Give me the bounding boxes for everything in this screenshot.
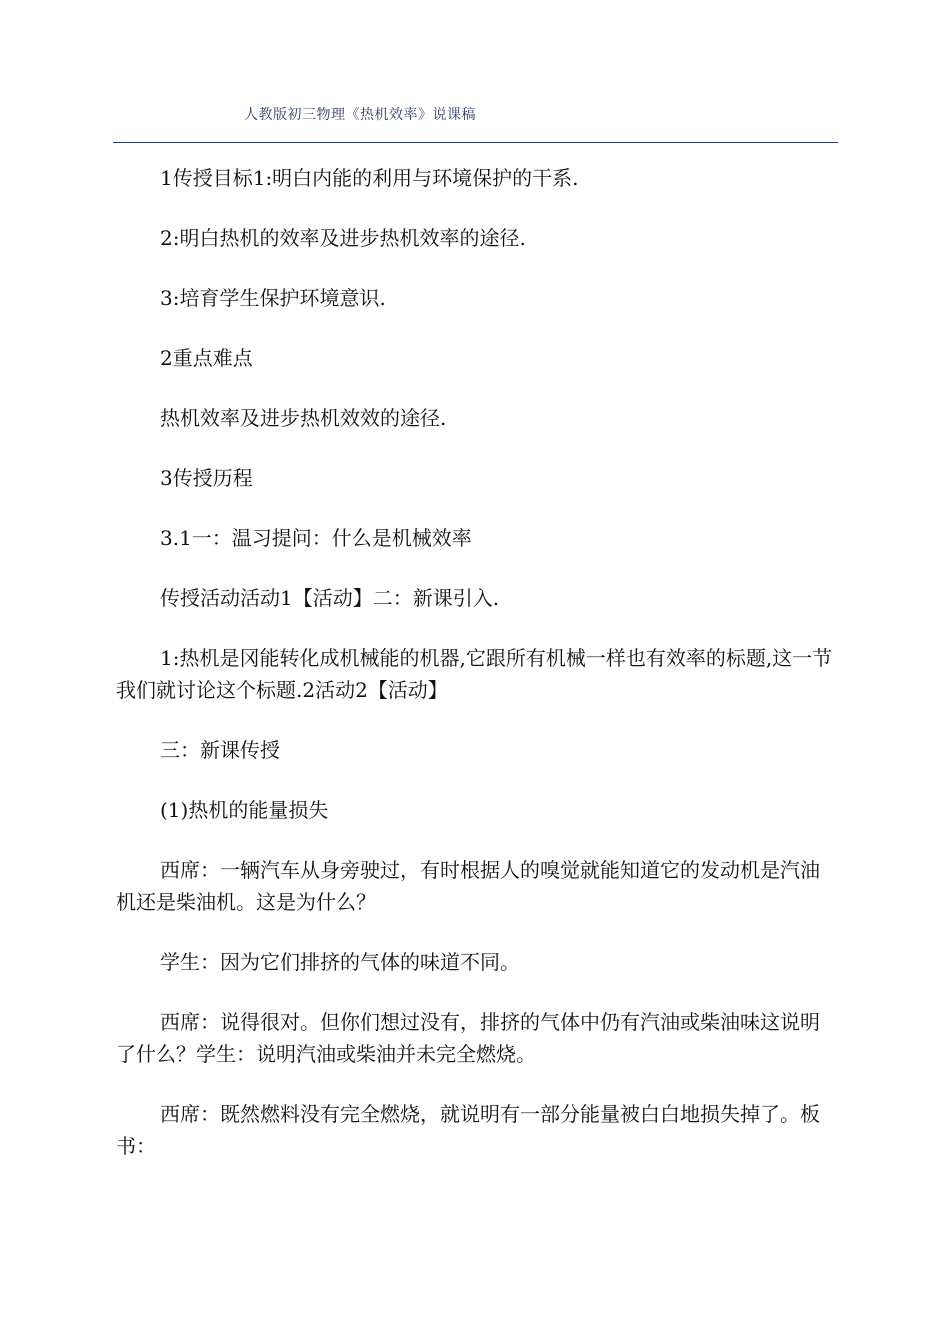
header-divider: [113, 142, 838, 143]
heading-energy-loss: (1)热机的能量损失: [160, 798, 329, 822]
paragraph-student-answer: 学生：因为它们排挤的气体的味道不同。: [160, 950, 520, 974]
document-body: [116, 162, 836, 1162]
paragraph-teacher-conclusion: 西席：既然燃料没有完全燃烧，就说明有一部分能量被白白地损失掉了。板书：: [116, 1102, 820, 1158]
paragraph-teaching-goal-2: 2:明白热机的效率及进步热机效率的途径.: [160, 226, 526, 250]
paragraph-key-points: 热机效率及进步热机效效的途径.: [160, 406, 447, 430]
paragraph-teacher-question: 西席：一辆汽车从身旁驶过，有时根据人的嗅觉就能知道它的发动机是汽油机还是柴油机。这是为什么？: [116, 858, 820, 914]
paragraph-review-question: 3.1一：温习提问：什么是机械效率: [160, 526, 472, 550]
paragraph-teaching-goal-3: 3:培育学生保护环境意识.: [160, 286, 386, 310]
page-header-title: 人教版初三物理《热机效率》说课稿: [244, 107, 476, 123]
paragraph-heat-engine-definition: 1:热机是冈能转化成机械能的机器,它跟所有机械一样也有效率的标题,这一节我们就讨论这个标题.2活动2【活动】: [116, 646, 833, 702]
heading-teaching-process: 3传授历程: [160, 466, 253, 490]
paragraph-teaching-goal-1: 1传授目标1:明白内能的利用与环境保护的干系.: [160, 166, 579, 190]
heading-new-lesson: 三：新课传授: [160, 738, 280, 762]
heading-key-points: 2重点难点: [160, 346, 253, 370]
paragraph-activity-intro: 传授活动活动1【活动】二：新课引入.: [160, 586, 500, 610]
paragraph-teacher-followup: 西席：说得很对。但你们想过没有，排挤的气体中仍有汽油或柴油味这说明了什么？学生：说明汽油或柴油并未完全燃烧。: [116, 1010, 820, 1066]
